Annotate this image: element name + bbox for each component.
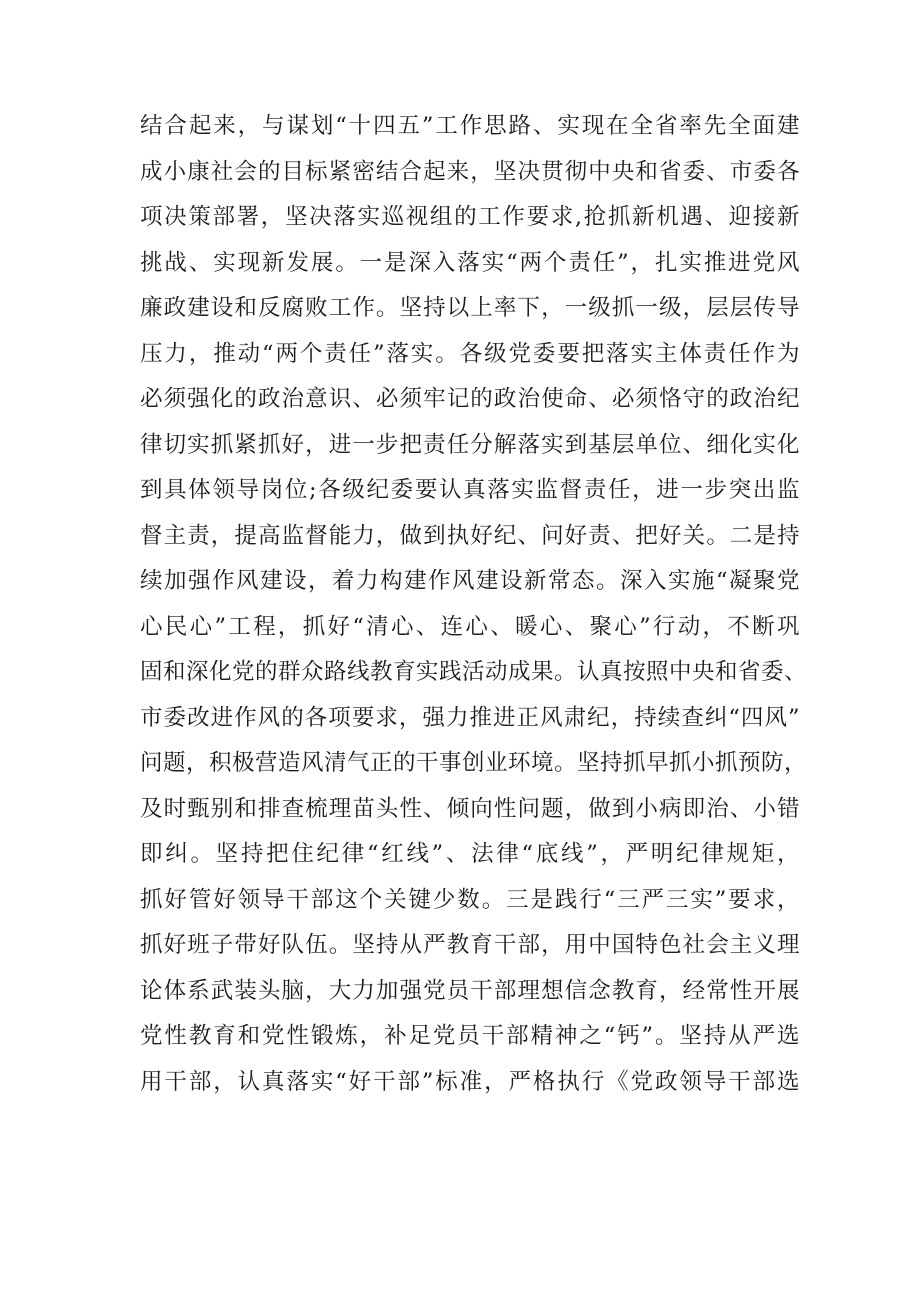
text-line: 项决策部署，坚决落实巡视组的工作要求,抢抓新机遇、迎接新 bbox=[140, 204, 800, 230]
text-line: 心民心”工程，抓好“清心、连心、暖心、聚心”行动，不断巩 bbox=[140, 613, 800, 640]
text-line: 党性教育和党性锻炼，补足党员干部精神之“钙”。坚持从严选 bbox=[140, 1023, 800, 1049]
text-line: 固和深化党的群众路线教育实践活动成果。认真按照中央和省委、 bbox=[140, 659, 808, 685]
text-line: 督主责，提高监督能力，做到执好纪、问好责、把好关。二是持 bbox=[140, 522, 800, 549]
text-line: 续加强作风建设，着力构建作风建设新常态。深入实施“凝聚党 bbox=[140, 568, 800, 594]
text-line: 问题，积极营造风清气正的干事创业环境。坚持抓早抓小抓预防， bbox=[140, 750, 808, 776]
text-line: 律切实抓紧抓好，进一步把责任分解落实到基层单位、细化实化 bbox=[140, 431, 800, 458]
body-text bbox=[140, 104, 808, 1105]
text-line: 抓好班子带好队伍。坚持从严教育干部，用中国特色社会主义理 bbox=[140, 932, 800, 958]
text-line: 市委改进作风的各项要求，强力推进正风肃纪，持续查纠“四风” bbox=[140, 704, 800, 731]
text-line: 抓好管好领导干部这个关键少数。三是践行“三严三实”要求， bbox=[140, 886, 800, 913]
text-line: 论体系武装头脑，大力加强党员干部理想信念教育，经常性开展 bbox=[140, 977, 800, 1004]
text-line: 及时甄别和排查梳理苗头性、倾向性问题，做到小病即治、小错 bbox=[140, 795, 800, 822]
text-line: 即纠。坚持把住纪律“红线”、法律“底线”，严明纪律规矩， bbox=[140, 841, 800, 867]
text-line: 到具体领导岗位;各级纪委要认真落实监督责任，进一步突出监 bbox=[140, 477, 800, 503]
text-line: 用干部，认真落实“好干部”标准，严格执行《党政领导干部选 bbox=[140, 1068, 800, 1095]
text-line: 必须强化的政治意识、必须牢记的政治使命、必须恪守的政治纪 bbox=[140, 386, 800, 412]
text-line: 挑战、实现新发展。一是深入落实“两个责任”，扎实推进党风 bbox=[140, 249, 800, 276]
text-line: 结合起来，与谋划“十四五”工作思路、实现在全省率先全面建 bbox=[140, 113, 800, 139]
text-line: 成小康社会的目标紧密结合起来，坚决贯彻中央和省委、市委各 bbox=[140, 158, 800, 185]
text-line: 廉政建设和反腐败工作。坚持以上率下，一级抓一级，层层传导 bbox=[140, 295, 800, 321]
text-line: 压力，推动“两个责任”落实。各级党委要把落实主体责任作为 bbox=[140, 340, 800, 367]
